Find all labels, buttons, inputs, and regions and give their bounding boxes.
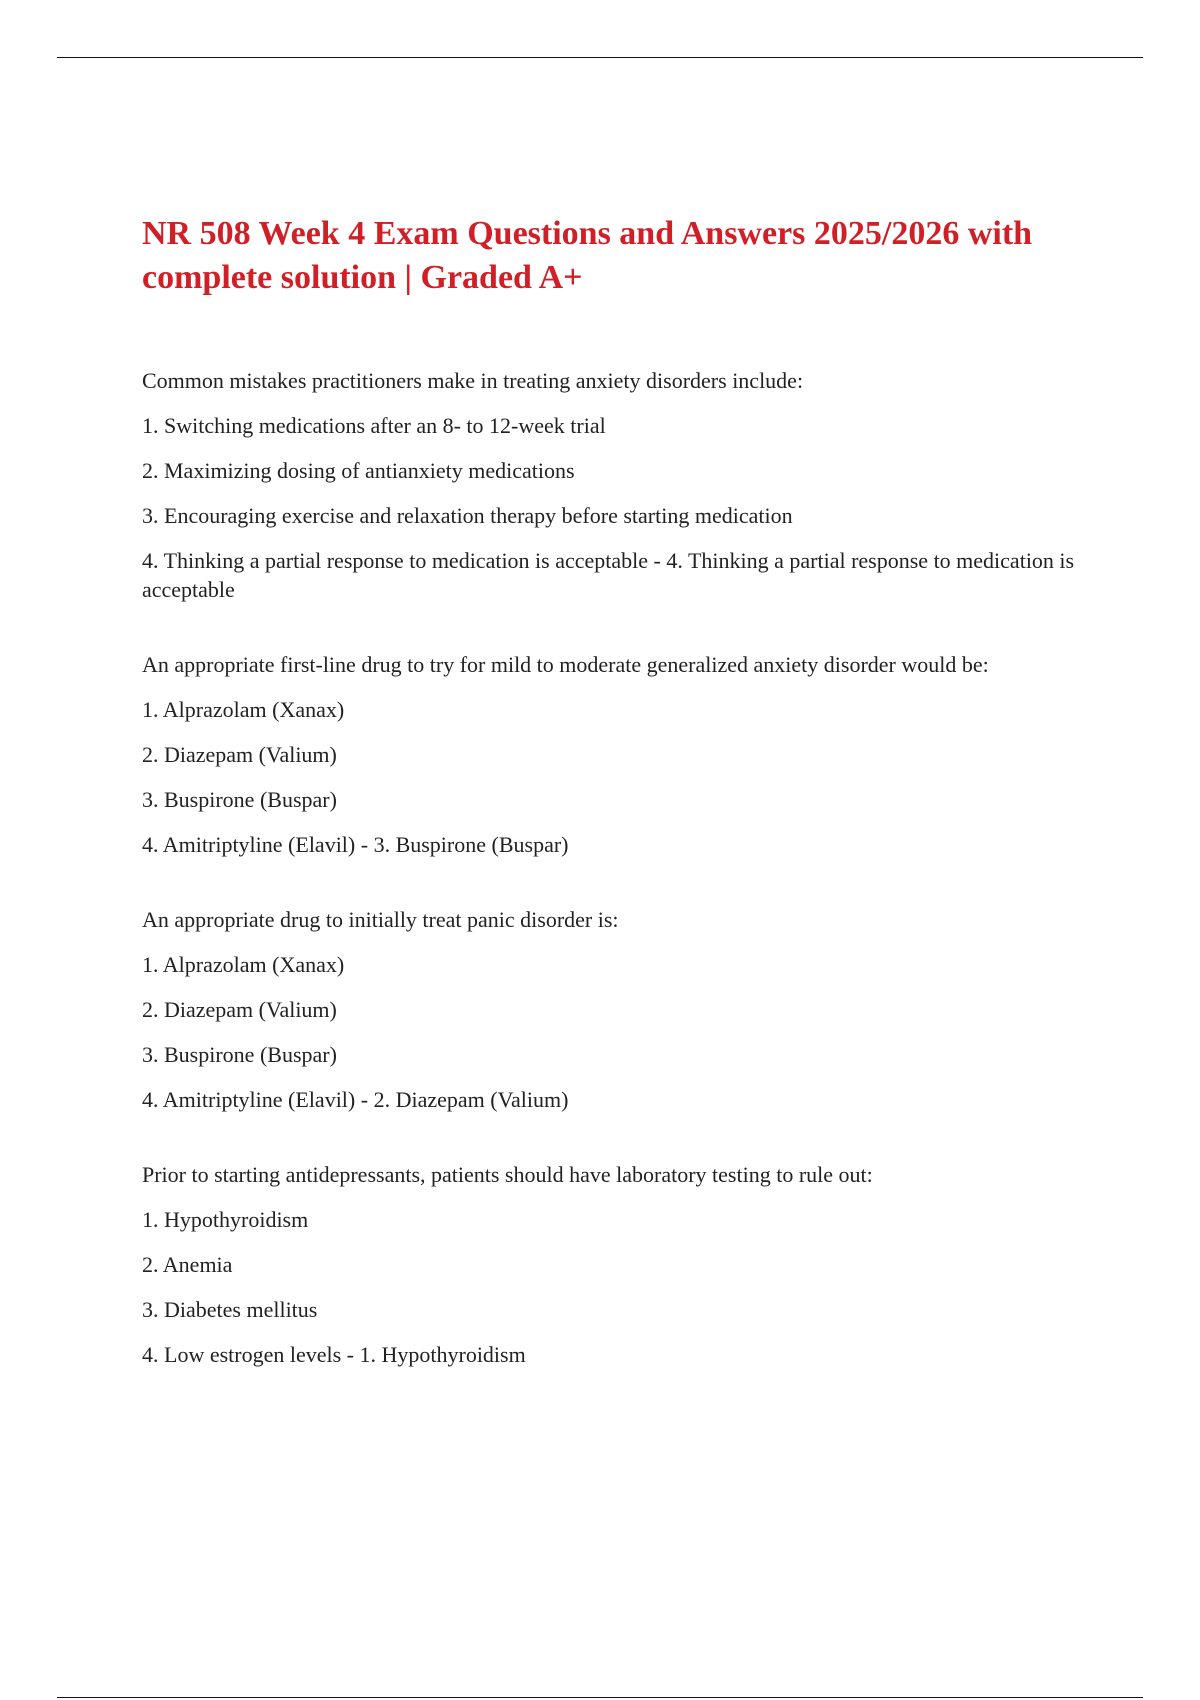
question-prompt: An appropriate drug to initially treat panic disorder is: [142, 907, 619, 932]
answer-option: 1. Alprazolam (Xanax) [142, 952, 345, 977]
answer-option: 1. Hypothyroidism [142, 1207, 309, 1232]
document-content [142, 212, 1082, 1369]
top-rule [57, 57, 1143, 58]
answer-option: 4. Thinking a partial response to medication is acceptable - 4. Thinking a partial response to medication is acceptable [142, 548, 1075, 602]
answer-option: 1. Switching medications after an 8- to 12-week trial [142, 413, 606, 438]
question-1 [142, 366, 1082, 604]
answer-option: 3. Buspirone (Buspar) [142, 1042, 337, 1067]
answer-option: 1. Alprazolam (Xanax) [142, 697, 345, 722]
answer-option: 4. Amitriptyline (Elavil) - 2. Diazepam (Valium) [142, 1087, 569, 1112]
answer-option: 3. Buspirone (Buspar) [142, 787, 337, 812]
answer-option: 2. Diazepam (Valium) [142, 742, 337, 767]
question-list [142, 366, 1082, 1369]
document-title: NR 508 Week 4 Exam Questions and Answers 2025/2026 with complete solution | Graded A+ [142, 215, 1033, 296]
answer-option: 4. Amitriptyline (Elavil) - 3. Buspirone (Buspar) [142, 832, 569, 857]
question-4 [142, 1160, 1082, 1369]
answer-option: 2. Diazepam (Valium) [142, 997, 337, 1022]
question-2 [142, 650, 1082, 859]
answer-option: 3. Encouraging exercise and relaxation therapy before starting medication [142, 503, 793, 528]
question-3 [142, 905, 1082, 1114]
answer-option: 4. Low estrogen levels - 1. Hypothyroidism [142, 1342, 526, 1367]
answer-option: 3. Diabetes mellitus [142, 1297, 318, 1322]
bottom-rule [57, 1697, 1143, 1698]
question-prompt: An appropriate first-line drug to try for mild to moderate generalized anxiety disorder would be: [142, 652, 989, 677]
answer-option: 2. Maximizing dosing of antianxiety medications [142, 458, 575, 483]
answer-option: 2. Anemia [142, 1252, 233, 1277]
question-prompt: Prior to starting antidepressants, patients should have laboratory testing to rule out: [142, 1162, 873, 1187]
question-prompt: Common mistakes practitioners make in treating anxiety disorders include: [142, 368, 804, 393]
